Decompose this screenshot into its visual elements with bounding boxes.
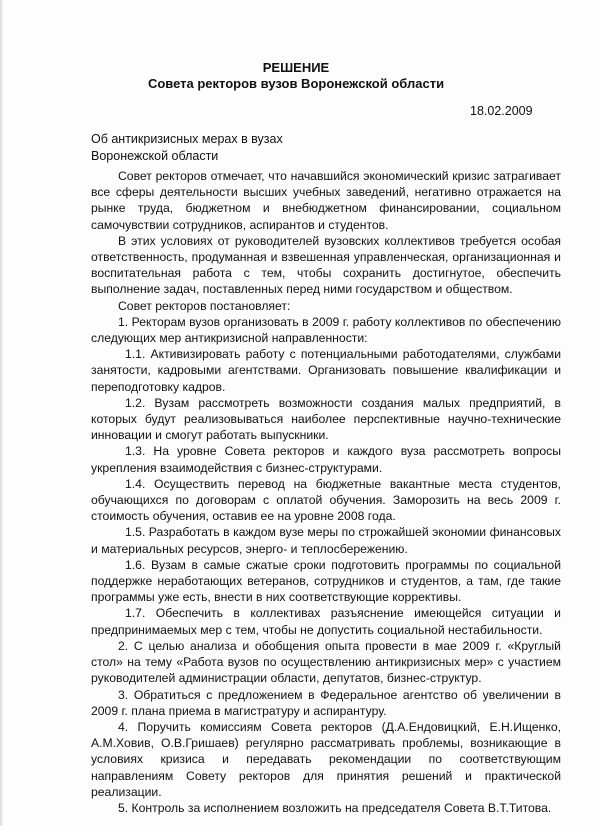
paragraph: 3. Обратиться с предложением в Федеральное агентство об увеличении в 2009 г. плана приема в магистратуру и аспирантуру. [91,687,561,718]
paragraph: 4. Поручить комиссиям Совета ректоров (Д.А.Ендовицкий, Е.Н.Ищенко, А.М.Ховив, О.В.Гришаев) регулярно рассматривать проблемы, возникающие в условиях кризиса и передавать рекомендации по соответствующим направлениям Совету ректоров для принятия решений и практической реализации. [91,719,561,799]
scan-edge [0,0,3,826]
document-subtitle: Совета ректоров вузов Воронежской области [147,76,445,91]
paragraph: Совет ректоров постановляет: [118,298,291,313]
paragraph: 5. Контроль за исполнением возложить на председателя Совета В.Т.Титова. [118,800,552,815]
document-header [0,60,600,92]
subject-line: Воронежской области [91,148,219,163]
subject-line: Об антикризисных мерах в вузах [91,132,283,146]
document-date: 18.02.2009 [470,104,533,118]
document-title: РЕШЕНИЕ [262,60,330,75]
paragraph: 1.6. Вузам в самые сжатые сроки подготовить программы по социальной поддержке неработающих ветеранов, сотрудников и студентов, а там, где такие программы уже есть, внести в них соответствующие коррективы. [91,557,561,605]
document-subject [91,131,283,164]
paragraph: 1.5. Разработать в каждом вузе меры по строжайшей экономии финансовых и материальных ресурсов, энерго- и теплосбережению. [91,525,561,556]
paragraph: 2. С целью анализа и обобщения опыта провести в мае 2009 г. «Круглый стол» на тему «Работа вузов по осуществлению антикризисных мер» с участием руководителей администрации области, депутатов, бизнес-структур. [91,638,561,686]
paragraph: Совет ректоров отмечает, что начавшийся экономический кризис затрагивает все сферы деятельности высших учебных заведений, негативно отражается на рынке труда, бюджетном и внебюджетном финансировании, социальном самочувствии сотрудников, аспирантов и студентов. [91,169,561,232]
paragraph: 1.1. Активизировать работу с потенциальными работодателями, службами занятости, кадровыми агентствами. Организовать повышение квалификации и переподготовку кадров. [91,347,561,394]
paragraph: 1.7. Обеспечить в коллективах разъяснение имеющейся ситуации и предпринимаемых мер с тем, чтобы не допустить социальной нестабильности. [91,606,561,637]
document-body [91,168,561,816]
paragraph: В этих условиях от руководителей вузовских коллективов требуется особая ответственность, продуманная и взвешенная управленческая, организационная и воспитательная работа с тем, чтобы сохранить достигнутое, обеспечить выполнение задач, поставленных перед ними государством и обществом. [91,233,561,297]
paragraph: 1.3. На уровне Совета ректоров и каждого вуза рассмотреть вопросы укрепления взаимодействия с бизнес-структурами. [91,444,561,475]
paragraph: 1.2. Вузам рассмотреть возможности создания малых предприятий, в которых будут реализовываться наиболее перспективные научно-технические инновации и смогут работать выпускники. [91,395,561,443]
paragraph: 1. Ректорам вузов организовать в 2009 г. работу коллективов по обеспечению следующих мер антикризисной направленности: [91,314,561,346]
paragraph: 1.4. Осуществить перевод на бюджетные вакантные места студентов, обучающихся по договорам с оплатой обучения. Заморозить на весь 2009 г. стоимость обучения, оставив ее на уровне 2008 года. [91,476,561,524]
